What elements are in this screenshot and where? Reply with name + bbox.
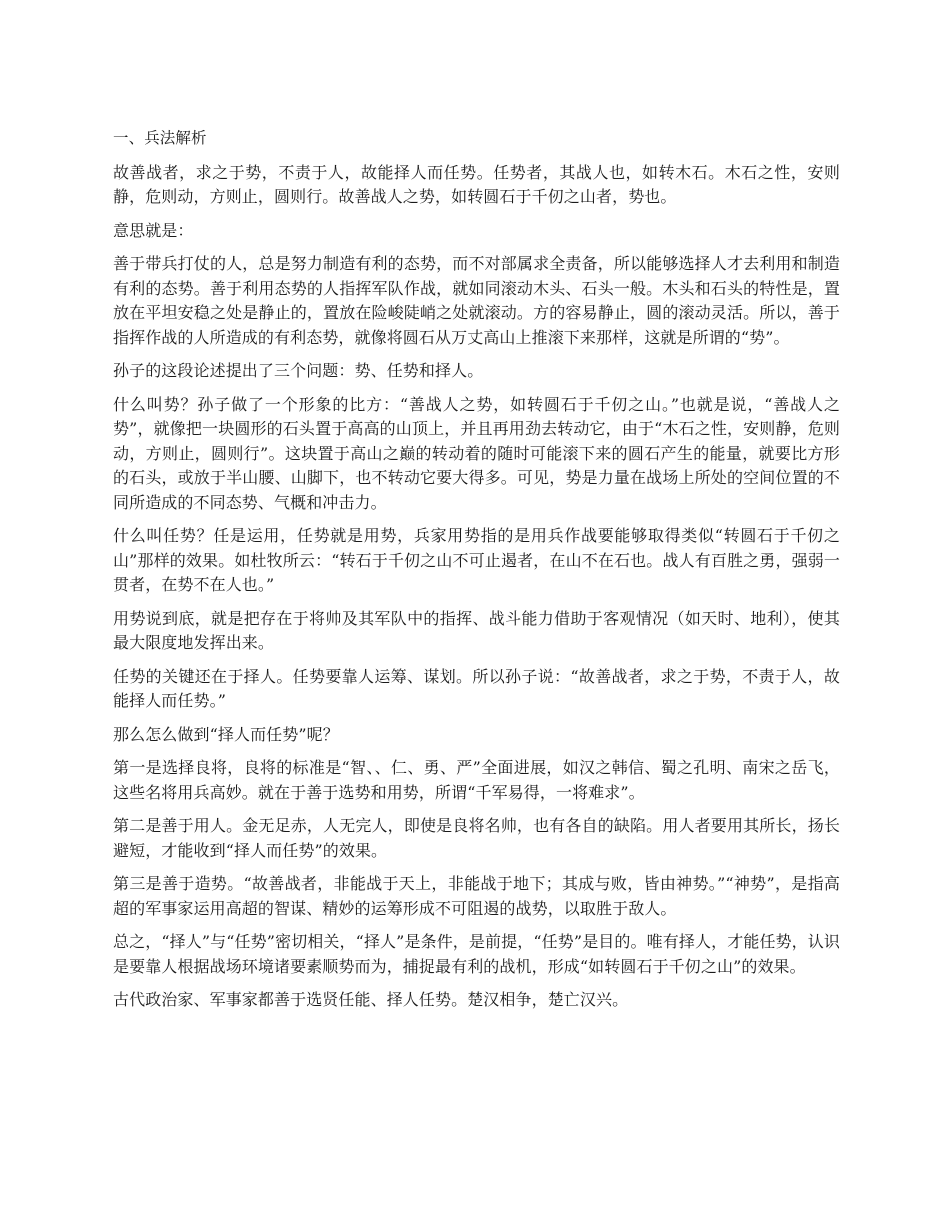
- paragraph: 第三是善于造势。“故善战者，非能战于天上，非能战于地下；其成与败，皆由神势。”“神势”，是指高超的军事家运用高超的智谋、精妙的运筹形成不可阻遏的战势，以取胜于敌人。: [113, 874, 840, 918]
- section-heading: 一、兵法解析: [113, 129, 207, 147]
- paragraph: 孙子的这段论述提出了三个问题：势、任势和择人。: [113, 361, 484, 380]
- paragraph: 那么怎么做到“择人而任势”呢？: [113, 724, 339, 744]
- paragraph: 第一是选择良将，良将的标准是“智、、仁、勇、严”全面进展，如汉之韩信、蜀之孔明、南宋之岳飞，这些名将用兵高妙。就在于善于选势和用势，所谓“千军易得，一将难求”。: [113, 758, 840, 802]
- document-page: [113, 126, 840, 1022]
- paragraph: 第二是善于用人。金无足赤，人无完人，即使是良将名帅，也有各自的缺陷。用人者要用其所长，扬长避短，才能收到“择人而任势”的效果。: [113, 816, 840, 860]
- paragraph: 故善战者，求之于势，不责于人，故能择人而任势。任势者，其战人也，如转木石。木石之性，安则静，危则动，方则止，圆则行。故善战人之势，如转圆石于千仞之山者，势也。: [113, 162, 840, 206]
- paragraph: 善于带兵打仗的人，总是努力制造有利的态势，而不对部属求全责备，所以能够选择人才去利用和制造有利的态势。善于利用态势的人指挥军队作战，就如同滚动木头、石头一般。木头和石头的特性是，置放在平坦安稳之处是静止的，置放在险峻陡峭之处就滚动。方的容易静止，圆的滚动灵活。所以，善于指挥作战的人所造成的有利态势，就像将圆石从万丈高山上推滚下来那样，这就是所谓的“势”。: [113, 254, 840, 347]
- paragraph: 意思就是：: [113, 220, 194, 240]
- paragraph: 任势的关键还在于择人。任势要靠人运筹、谋划。所以孙子说：“故善战者，求之于势，不责于人，故能择人而任势。”: [113, 666, 840, 710]
- paragraph: 什么叫势？孙子做了一个形象的比方：“善战人之势，如转圆石于千仞之山。”也就是说，“善战人之势”，就像把一块圆形的石头置于高高的山顶上，并且再用劲去转动它，由于“木石之性，安则静，危则动，方则止，圆则行”。这块置于高山之巅的转动着的随时可能滚下来的圆石产生的能量，就要比方形的石头，或放于半山腰、山脚下，也不转动它要大得多。可见，势是力量在战场上所处的空间位置的不同所造成的不同态势、气概和冲击力。: [113, 394, 840, 512]
- paragraph: 什么叫任势？任是运用，任势就是用势，兵家用势指的是用兵作战要能够取得类似“转圆石于千仞之山”那样的效果。如杜牧所云：“转石于千仞之山不可止遏者，在山不在石也。战人有百胜之勇，强弱一贯者，在势不在人也。”: [113, 526, 840, 594]
- paragraph: 古代政治家、军事家都善于选贤任能、择人任势。楚汉相争，楚亡汉兴。: [113, 990, 629, 1009]
- paragraph: 总之，“择人”与“任势”密切相关，“择人”是条件，是前提，“任势”是目的。唯有择人，才能任势，认识是要靠人根据战场环境诸要素顺势而为，捕捉最有利的战机，形成“如转圆石于千仞之山”的效果。: [113, 932, 840, 976]
- paragraph: 用势说到底，就是把存在于将帅及其军队中的指挥、战斗能力借助于客观情况（如天时、地利），使其最大限度地发挥出来。: [113, 608, 840, 652]
